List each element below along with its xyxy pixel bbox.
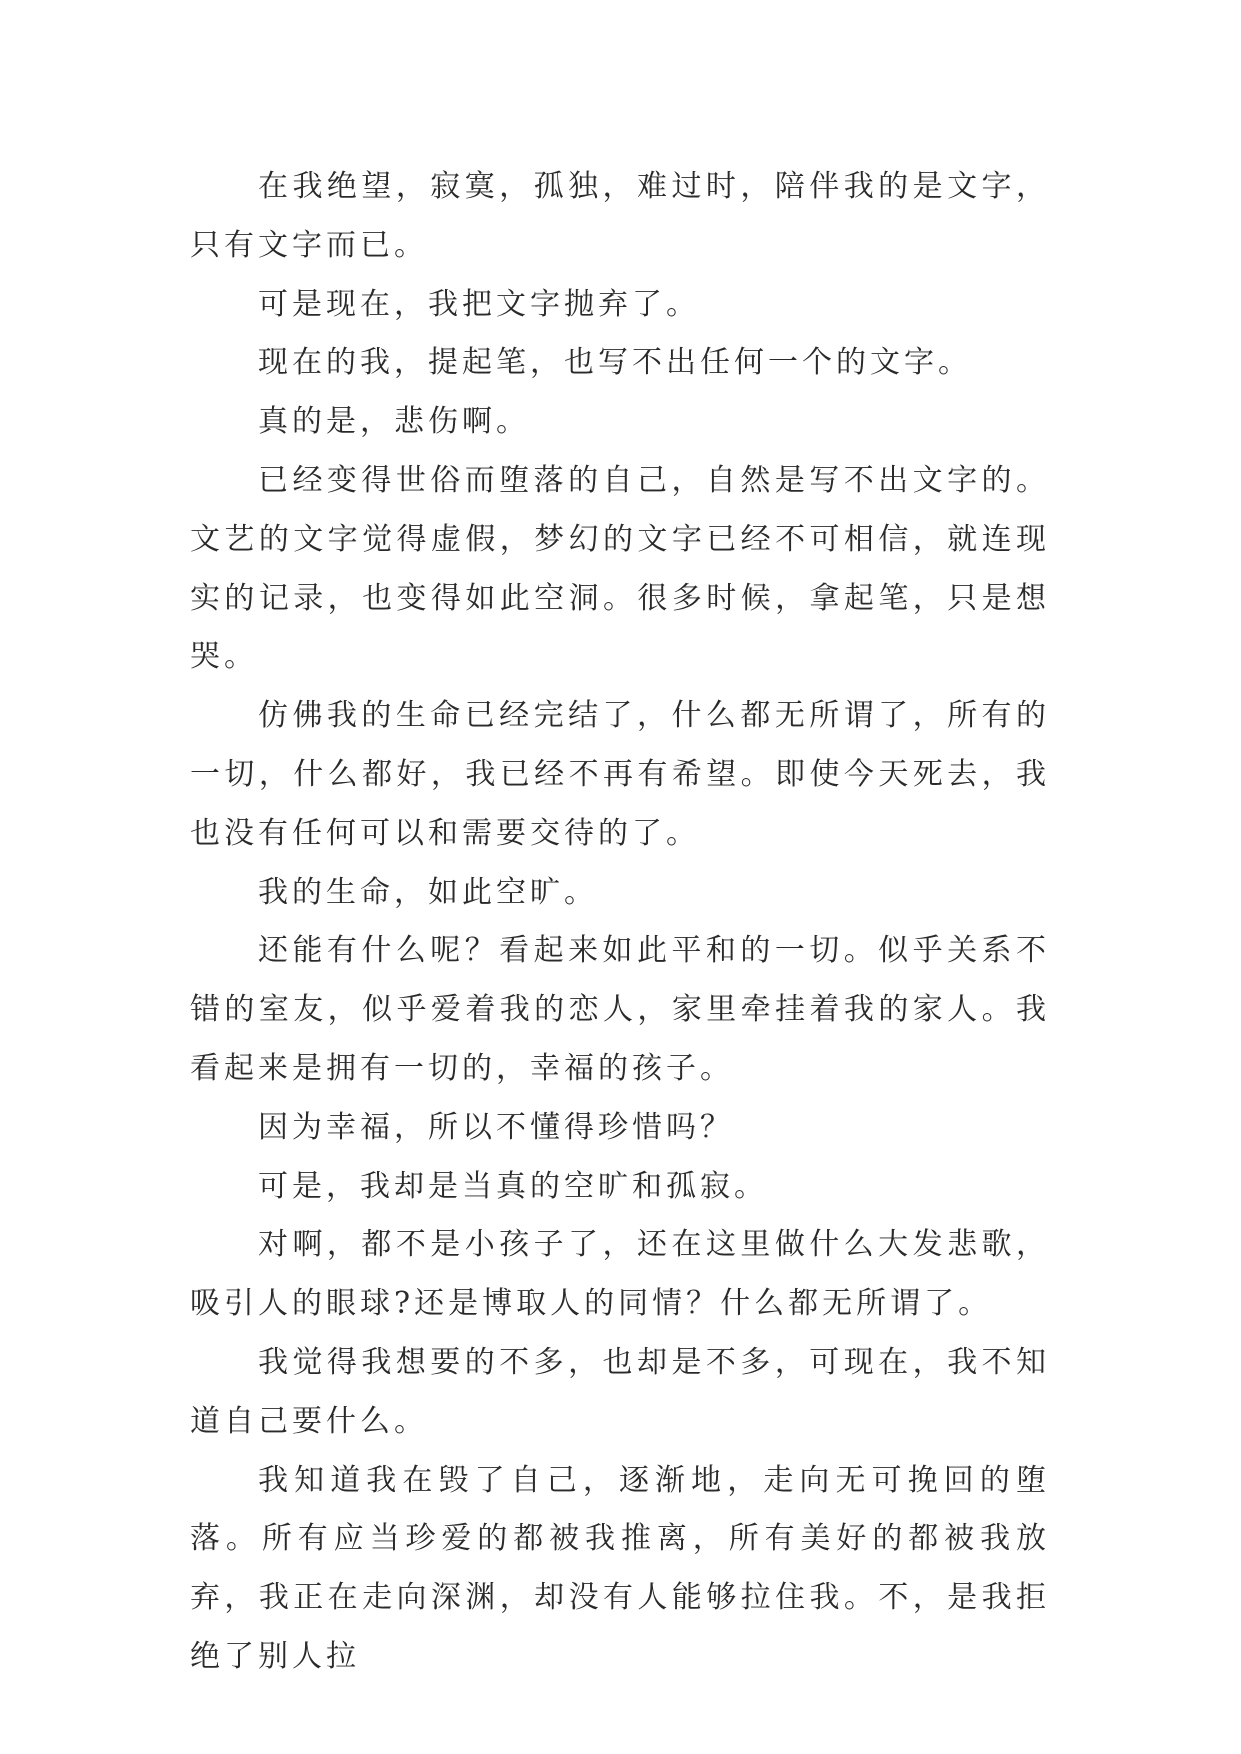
paragraph: 现在的我，提起笔，也写不出任何一个的文字。 bbox=[258, 345, 972, 381]
paragraph: 在我绝望，寂寞，孤独，难过时，陪伴我的是文字，只有文字而已。 bbox=[190, 169, 1050, 263]
paragraph: 我的生命，如此空旷。 bbox=[258, 874, 598, 910]
document-body bbox=[190, 158, 1050, 1687]
paragraph: 仿佛我的生命已经完结了，什么都无所谓了，所有的一切，什么都好，我已经不再有希望。即使今天死去，我也没有任何可以和需要交待的了。 bbox=[190, 698, 1050, 851]
paragraph: 我知道我在毁了自己，逐渐地，走向无可挽回的堕落。所有应当珍爱的都被我推离，所有美好的都被我放弃，我正在走向深渊，却没有人能够拉住我。不，是我拒绝了别人拉 bbox=[190, 1462, 1050, 1674]
paragraph: 因为幸福，所以不懂得珍惜吗？ bbox=[258, 1109, 734, 1145]
paragraph: 对啊，都不是小孩子了，还在这里做什么大发悲歌，吸引人的眼球?还是博取人的同情？什么都无所谓了。 bbox=[190, 1227, 1050, 1322]
paragraph: 我觉得我想要的不多，也却是不多，可现在，我不知道自己要什么。 bbox=[190, 1344, 1050, 1439]
paragraph: 真的是，悲伤啊。 bbox=[258, 404, 530, 440]
paragraph: 可是，我却是当真的空旷和孤寂。 bbox=[258, 1168, 768, 1204]
paragraph: 已经变得世俗而堕落的自己，自然是写不出文字的。文艺的文字觉得虚假，梦幻的文字已经不可相信，就连现实的记录，也变得如此空洞。很多时候，拿起笔，只是想哭。 bbox=[190, 462, 1050, 675]
paragraph: 还能有什么呢？看起来如此平和的一切。似乎关系不错的室友，似乎爱着我的恋人，家里牵挂着我的家人。我看起来是拥有一切的，幸福的孩子。 bbox=[190, 933, 1050, 1086]
paragraph: 可是现在，我把文字抛弃了。 bbox=[258, 286, 700, 322]
